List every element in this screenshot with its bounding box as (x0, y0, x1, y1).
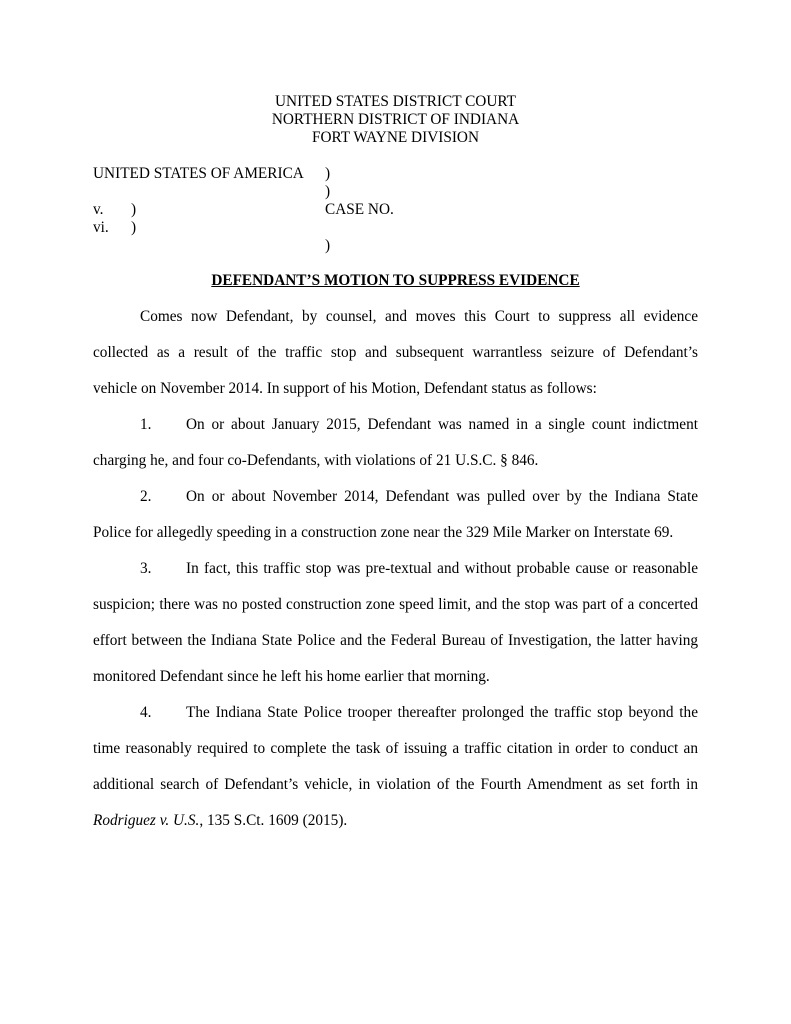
caption-paren: ) (325, 183, 331, 200)
paragraph-line: suspicion; there was no posted construction zone speed limit, and the stop was part of a concerted (93, 596, 698, 613)
paragraph-line: additional search of Defendant’s vehicle, in violation of the Fourth Amendment as set forth in (93, 776, 698, 793)
paragraph-text: On or about January 2015, Defendant was named in a single count indictment (186, 416, 698, 433)
caption-vi: vi. (93, 219, 109, 236)
motion-title: DEFENDANT’S MOTION TO SUPPRESS EVIDENCE (211, 272, 580, 289)
paragraph-line: effort between the Indiana State Police and the Federal Bureau of Investigation, the latter having (93, 632, 698, 649)
paragraph-number: 1. (140, 416, 152, 433)
paragraph-line (93, 479, 698, 515)
paragraph-line (93, 803, 698, 839)
paragraph-line: Comes now Defendant, by counsel, and moves this Court to suppress all evidence (140, 308, 698, 325)
paragraph-line: monitored Defendant since he left his home earlier that morning. (93, 668, 490, 685)
caption-v: v. (93, 201, 104, 218)
paragraph-text: On or about November 2014, Defendant was pulled over by the Indiana State (186, 488, 698, 505)
paragraph-number: 3. (140, 560, 152, 577)
numbered-paragraph-2 (93, 479, 698, 551)
case-number-label: CASE NO. (325, 201, 394, 218)
caption-paren: ) (131, 201, 137, 218)
paragraph-number: 2. (140, 488, 152, 505)
numbered-paragraph-4 (93, 695, 698, 839)
paragraph-line: charging he, and four co-Defendants, with violations of 21 U.S.C. § 846. (93, 452, 539, 469)
intro-paragraph (93, 299, 698, 407)
caption-paren: ) (325, 237, 331, 254)
paragraph-text: In fact, this traffic stop was pre-textual and without probable cause or reasonable (186, 560, 698, 577)
paragraph-line (93, 407, 698, 443)
paragraph-line: collected as a result of the traffic stop and subsequent warrantless seizure of Defendant’s (93, 344, 698, 361)
court-name: UNITED STATES DISTRICT COURT (274, 93, 517, 110)
case-citation: Rodriguez v. U.S. (93, 812, 200, 829)
paragraph-line (93, 695, 698, 731)
paragraph-text: The Indiana State Police trooper thereafter prolonged the traffic stop beyond the (186, 704, 698, 721)
division-name: FORT WAYNE DIVISION (311, 129, 480, 146)
citation-reporter: , 135 S.Ct. 1609 (2015). (199, 812, 348, 829)
paragraph-number: 4. (140, 704, 152, 721)
paragraph-line (93, 551, 698, 587)
numbered-paragraph-1 (93, 407, 698, 479)
paragraph-line: vehicle on November 2014. In support of his Motion, Defendant status as follows: (93, 380, 597, 397)
caption-paren: ) (325, 165, 331, 182)
paragraph-line: time reasonably required to complete the task of issuing a traffic citation in order to conduct an (93, 740, 698, 757)
numbered-paragraph-3 (93, 551, 698, 695)
caption-paren: ) (131, 219, 137, 236)
district-name: NORTHERN DISTRICT OF INDIANA (271, 111, 520, 128)
paragraph-line: Police for allegedly speeding in a construction zone near the 329 Mile Marker on Interstate 69. (93, 524, 674, 541)
plaintiff-name: UNITED STATES OF AMERICA (93, 165, 304, 182)
